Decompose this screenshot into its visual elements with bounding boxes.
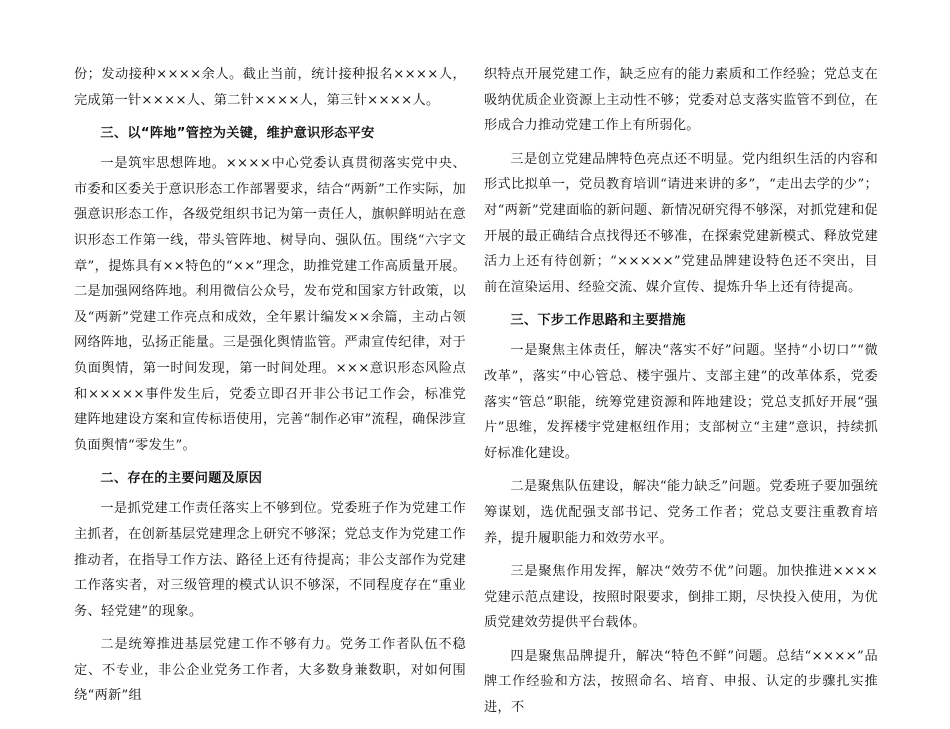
paragraph-problem-2-end: 织特点开展党建工作，缺乏应有的能力素质和工作经验；党总支在吸纳优质企业资源上主动性不够；党委对总支落实监管不到位，在形成合力推动党建工作上有所弱化。 xyxy=(484,67,878,134)
paragraph-measure-3: 三是聚焦作用发挥，解决“效劳不优”问题。加快推进××××党建示范点建设，按照时限要求，倒排工期，尽快投入使用，为优质党建效劳提供平台载体。 xyxy=(484,564,878,631)
right-column xyxy=(484,62,878,729)
left-column xyxy=(74,62,466,717)
section-heading-next-steps: 三、下步工作思路和主要措施 xyxy=(510,313,686,329)
paragraph-problem-2-start: 二是统筹推进基层党建工作不够有力。党务工作者队伍不稳定、不专业，非公企业党务工作者，大多数身兼数职，对如何围绕“两新”组 xyxy=(74,637,466,704)
paragraph-measure-4-start: 四是聚焦品牌提升，解决“特色不鲜”问题。总结“××××”品牌工作经验和方法，按照命名、培育、申报、认定的步骤扎实推进，不 xyxy=(484,648,878,716)
section-heading-problems: 二、存在的主要问题及原因 xyxy=(100,471,263,487)
paragraph-ideology: 一是筑牢思想阵地。××××中心党委认真贯彻落实党中央、市委和区委关于意识形态工作部署要求，结合“两新”工作实际，加强意识形态工作，各级党组织书记为第一责任人，旗帜鲜明站在意识形态工作第一线，带头管阵地、树导向、强队伍。围绕“六字文章”，提炼具有××特色的“××”理念，助推党建工作高质量开展。二是加强网络阵地。利用微信公众号，发布党和国家方针政策，以及“两新”党建工作亮点和成效，全年累计编发××余篇，主动占领网络阵地，弘扬正能量。三是强化舆情监管。严肃宣传纪律，对于负面舆情，第一时间发现，第一时间处理。×××意识形态风险点和×××××事件发生后，党委立即召开非公书记工作会，标准党建阵地建设方案和宣传标语使用，完善“制作必审”流程，确保涉宣负面舆情“零发生”。 xyxy=(74,156,466,453)
paragraph-measure-1: 一是聚焦主体责任，解决“落实不好”问题。坚持“小切口”“微改革”，落实“中心管总、楼宇强片、支部主建”的改革体系，党委落实“管总”职能，统筹党建资源和阵地建设；党总支抓好开展“强片”思维，发挥楼宇党建枢纽作用；支部树立“主建”意识，持续抓好标准化建设。 xyxy=(484,343,878,461)
paragraph-measure-2: 二是聚焦队伍建设，解决“能力缺乏”问题。党委班子要加强统筹谋划，选优配强支部书记、党务工作者；党总支要注重教育培养，提升履职能力和效劳水平。 xyxy=(484,479,878,546)
paragraph-problem-3: 三是创立党建品牌特色亮点还不明显。党内组织生活的内容和形式比拟单一，党员教育培训“请进来讲的多”，“走出去学的少”；对“两新”党建面临的新问题、新情况研究得不够深，对抓党建和促开展的最正确结合点找得还不够准，在探索党建新模式、释放党建活力上还有待创新；“×××××”党建品牌建设特色还不突出，目前在渲染运用、经验交流、媒介宣传、提炼升华上还有待提高。 xyxy=(484,151,878,295)
section-heading-ideology: 三、以“阵地”管控为关键，维护意识形态平安 xyxy=(100,126,375,142)
paragraph-continuation: 份；发动接种××××余人。截止当前，统计接种报名××××人，完成第一针××××人、第二针××××人，第三针××××人。 xyxy=(74,67,466,108)
paragraph-problem-1: 一是抓党建工作责任落实上不够到位。党委班子作为党建工作主抓者，在创新基层党建理念上研究不够深；党总支作为党建工作推动者，在指导工作方法、路径上还有待提高；非公支部作为党建工作落实者，对三级管理的模式认识不够深，不同程度存在“重业务、轻党建”的现象。 xyxy=(74,501,466,619)
